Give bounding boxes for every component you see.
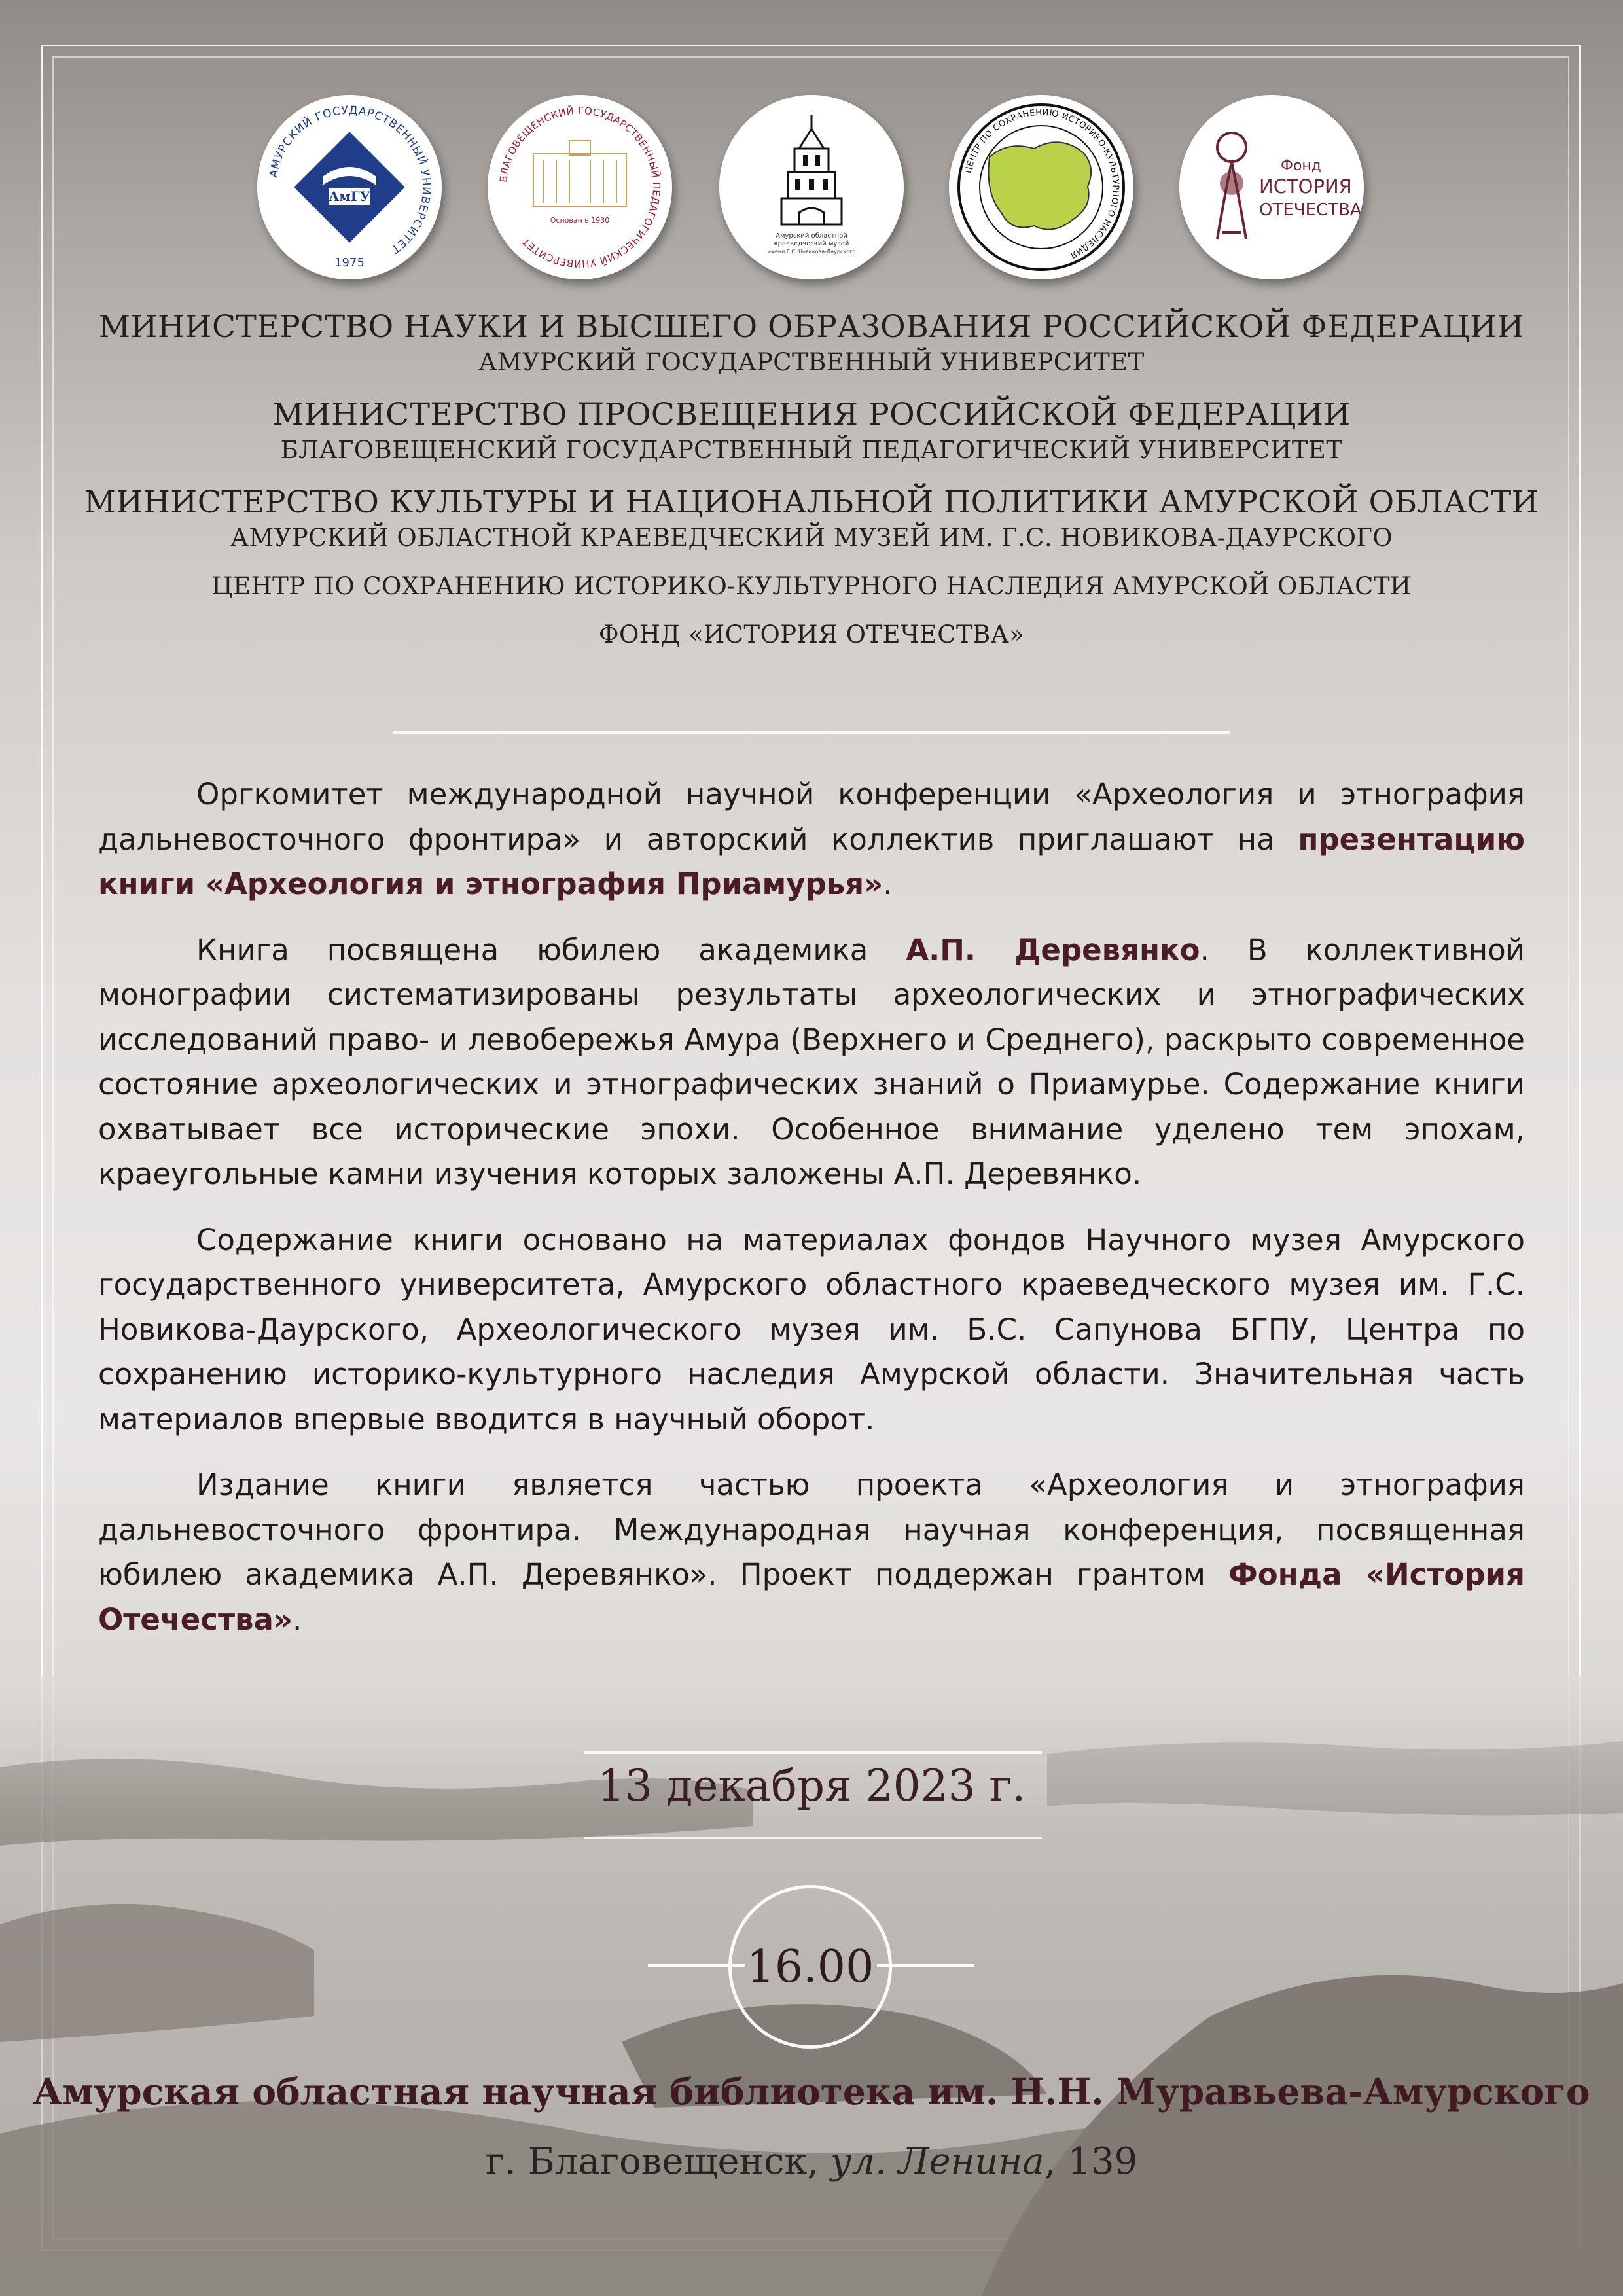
event-date: 13 декабря 2023 г. — [597, 1761, 1026, 1811]
partner-logos — [0, 95, 1623, 285]
amgu-abbr: АмГУ — [329, 188, 370, 204]
organizers-block — [0, 308, 1623, 651]
time-right-line — [877, 1964, 974, 1967]
org-heritage-center: ЦЕНТР ПО СОХРАНЕНИЮ ИСТОРИКО-КУЛЬТУРНОГО НАСЛЕДИЯ АМУРСКОЙ ОБЛАСТИ — [211, 572, 1412, 600]
fund-line3: ОТЕЧЕСТВА — [1259, 200, 1362, 220]
amgu-logo — [257, 95, 442, 279]
heritage-center-logo — [949, 95, 1133, 279]
amgu-year: 1975 — [334, 256, 365, 270]
paragraph-1: Оргкомитет международной научной конференции «Археология и этнография дальневосточного фронтира» и авторский коллектив приглашают на презентацию книги «Археология и этнография Приамурья». — [98, 777, 1525, 901]
fund-line1: Фонд — [1281, 158, 1321, 174]
ministry-1: МИНИСТЕРСТВО НАУКИ И ВЫСШЕГО ОБРАЗОВАНИЯ РОССИЙСКОЙ ФЕДЕРАЦИИ — [98, 309, 1525, 345]
event-address: г. Благовещенск, ул. Ленина, 139 — [485, 2140, 1138, 2183]
ministry-3: МИНИСТЕРСТВО КУЛЬТУРЫ И НАЦИОНАЛЬНОЙ ПОЛИТИКИ АМУРСКОЙ ОБЛАСТИ — [84, 484, 1539, 520]
ministry-2: МИНИСТЕРСТВО ПРОСВЕЩЕНИЯ РОССИЙСКОЙ ФЕДЕРАЦИИ — [272, 397, 1351, 433]
org-history-fund: ФОНД «ИСТОРИЯ ОТЕЧЕСТВА» — [598, 620, 1025, 649]
museum-caption-2: краеведческий музей — [774, 240, 849, 247]
event-venue: Амурская областная научная библиотека им. Н.Н. Муравьева-Амурского — [33, 2070, 1590, 2113]
org-3: АМУРСКИЙ ОБЛАСТНОЙ КРАЕВЕДЧЕСКИЙ МУЗЕЙ ИМ. Г.С. НОВИКОВА-ДАУРСКОГО — [230, 524, 1393, 552]
academician-name-highlight: А.П. Деревянко — [906, 932, 1200, 967]
event-time: 16.00 — [728, 1885, 892, 2049]
heritage-ring-text: ЦЕНТР ПО СОХРАНЕНИЮ ИСТОРИКО-КУЛЬТУРНОГО НАСЛЕДИЯ — [963, 107, 1121, 260]
header-divider — [393, 731, 1230, 734]
bgpu-founded: Основан в 1930 — [550, 216, 610, 224]
fund-line2: ИСТОРИЯ — [1259, 175, 1352, 198]
bgpu-logo — [488, 95, 672, 279]
paragraph-4: Издание книги является частью проекта «Археология и этнография дальневосточного фронтира. Международная научная конференция, посвященная юбилею академика А.П. Деревянко». Проект поддержан грантом Фонда «История Отечества». — [98, 1467, 1525, 1637]
fund-highlight: Фонда «История Отечества» — [98, 1557, 1525, 1637]
bgpu-ring-text: БЛАГОВЕЩЕНСКИЙ ГОСУДАРСТВЕННЫЙ ПЕДАГОГИЧЕСКИЙ УНИВЕРСИТЕТ — [497, 104, 663, 270]
svg-text:БЛАГОВЕЩЕНСКИЙ ГОСУДАРСТВЕННЫЙ — [497, 104, 662, 270]
invitation-text — [98, 772, 1525, 1663]
org-2: БЛАГОВЕЩЕНСКИЙ ГОСУДАРСТВЕННЫЙ ПЕДАГОГИЧЕСКИЙ УНИВЕРСИТЕТ — [280, 436, 1343, 464]
museum-caption-1: Амурский областной — [776, 232, 847, 240]
paragraph-2: Книга посвящена юбилею академика А.П. Деревянко. В коллективной монографии систематизированы результаты археологических и этнографических исследований право- и левобережья Амура (Верхнего и Среднего), раскрыто современное состояние археологических и этнографических знаний о Приамурье. Содержание книги охватывает все исторические эпохи. Особенное внимание уделено тем эпохам, краеугольные камни изучения которых заложены А.П. Деревянко. — [98, 932, 1525, 1191]
amgu-ring-text: АМУРСКИЙ ГОСУДАРСТВЕННЫЙ УНИВЕРСИТЕТ — [266, 103, 433, 257]
org-1: АМУРСКИЙ ГОСУДАРСТВЕННЫЙ УНИВЕРСИТЕТ — [478, 348, 1145, 376]
paragraph-3: Содержание книги основано на материалах фондов Научного музея Амурского государственного университета, Амурского областного краеведческого музея им. Г.С. Новикова-Даурского, Археологического музея им. Б.С. Сапунова БГПУ, Центра по сохранению историко-культурного наследия Амурской области. Значительная часть материалов впервые вводится в научный оборот. — [98, 1222, 1525, 1437]
museum-caption-3: имени Г.С. Новикова-Даурского — [767, 249, 856, 255]
book-title-highlight: презентацию книги «Археология и этнография Приамурья» — [98, 821, 1525, 901]
date-top-line — [584, 1751, 1042, 1754]
museum-logo — [719, 95, 904, 279]
date-bottom-line — [584, 1837, 1042, 1839]
history-fund-logo — [1179, 95, 1364, 279]
